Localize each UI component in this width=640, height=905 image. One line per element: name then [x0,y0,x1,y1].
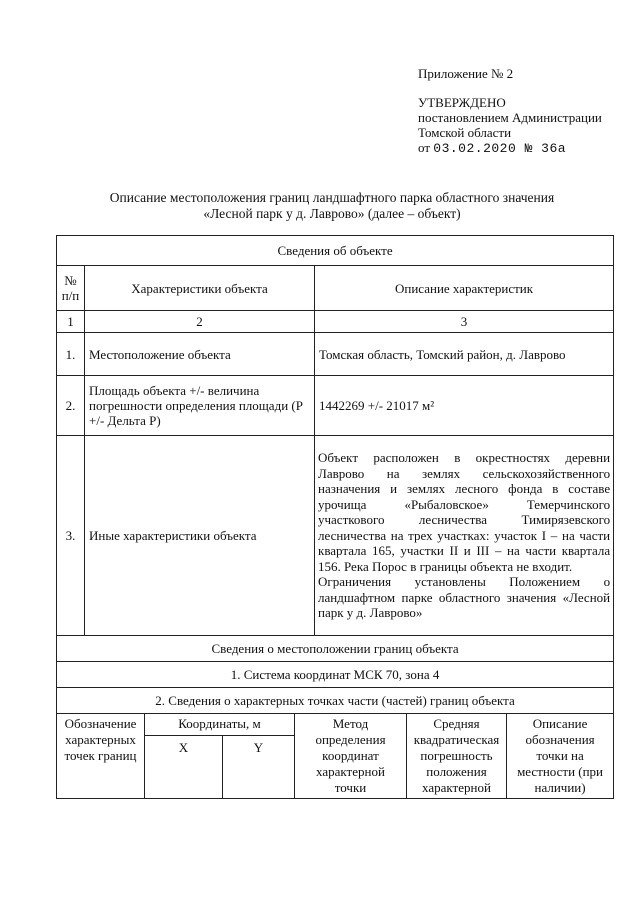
row-characteristic: Местоположение объекта [85,333,315,376]
object-description-table [56,235,614,799]
row-number: 2. [57,376,85,436]
x-header: X [145,736,223,799]
col-index-2: 2 [85,311,315,333]
appendix-label: Приложение № 2 [418,66,514,81]
points-section-title: 2. Сведения о характерных точках части (частей) границ объекта [57,688,614,714]
title-line-2: «Лесной парк у д. Лаврово» (далее – объект) [203,206,461,221]
row-number: 1. [57,333,85,376]
restriction-note: Ограничения установлены Положением о ландшафтном парке областного значения «Лесной парк у д. Лаврово» [318,574,611,621]
y-header: Y [223,736,295,799]
point-description-header: Описание обозначения точки на местности (при наличии) [507,714,614,799]
document-header [418,66,602,156]
other-description: Объект расположен в окрестностях деревни Лаврово на землях сельскохозяйственного назначения и землях лесного фонда в составе урочища «Рыбаловское» Темерчинского участкового лесничества Тимирязевского лесничества на трех участках: участок I – на части квартала 165, участки II и III – на части квартала 156. Река Порос в границы объекта не входит. [318,450,611,574]
method-header: Метод определения координат характерной точки [295,714,407,799]
approved-line-2: Томской области [418,125,512,140]
point-label-header: Обозначение характерных точек границ [57,714,145,799]
accuracy-header: Средняя квадратическая погрешность положения характерной [407,714,507,799]
row-characteristic: Иные характеристики объекта [85,436,315,636]
col-index-3: 3 [315,311,614,333]
col-characteristics-header: Характеристики объекта [85,266,315,311]
row-number: 3. [57,436,85,636]
document-title [60,190,604,222]
approved-label: УТВЕРЖДЕНО [418,95,506,110]
decree-date-line [418,140,602,156]
decree-date-number: 03.02.2020 № 36а [433,141,567,156]
col-number-header: № п/п [57,266,85,311]
table-row [57,436,614,636]
table-row [57,376,614,436]
title-line-1: Описание местоположения границ ландшафтного парка областного значения [109,190,555,205]
section-location-info: Сведения о местоположении границ объекта [57,636,614,662]
col-description-header: Описание характеристик [315,266,614,311]
coordinates-header: Координаты, м [145,714,295,736]
approved-line-1: постановлением Администрации [418,110,602,125]
row-value: 1442269 +/- 21017 м² [315,376,614,436]
section-object-info: Сведения об объекте [57,236,614,266]
from-label: от [418,140,431,155]
row-characteristic: Площадь объекта +/- величина погрешности определения площади (P +/- Дельта P) [85,376,315,436]
table-row [57,333,614,376]
col-index-1: 1 [57,311,85,333]
row-value-other [315,436,614,636]
coordinate-system: 1. Система координат МСК 70, зона 4 [57,662,614,688]
row-value: Томская область, Томский район, д. Лаврово [315,333,614,376]
